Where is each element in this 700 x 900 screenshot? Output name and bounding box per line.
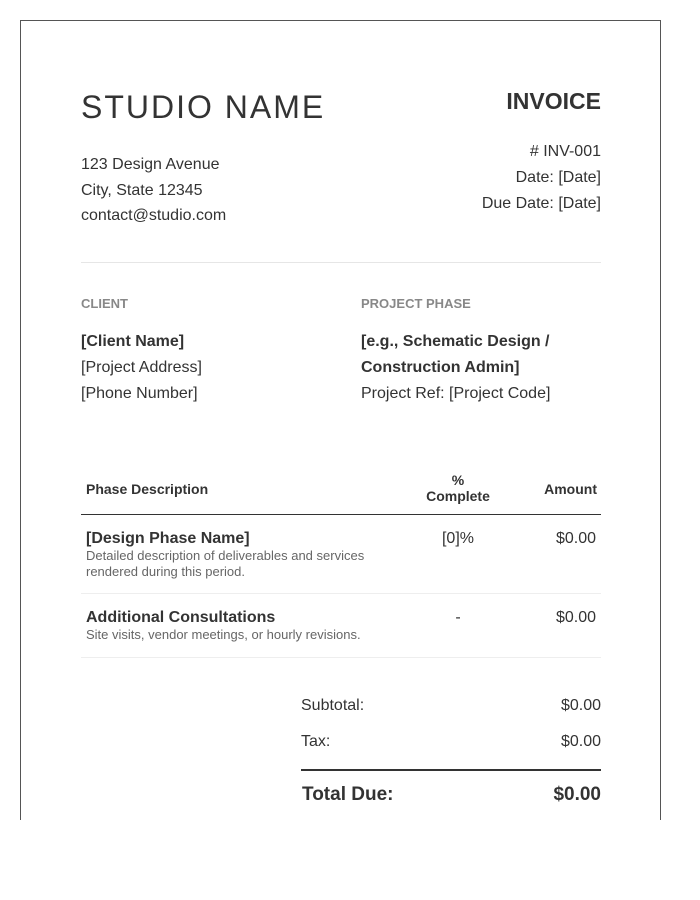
project-phase-label: PROJECT PHASE xyxy=(361,296,471,311)
total-due-label: Total Due: xyxy=(302,784,394,805)
invoice-page xyxy=(20,20,661,820)
project-phase-info xyxy=(361,329,550,407)
invoice-number: # INV-001 xyxy=(529,143,601,160)
client-info xyxy=(81,329,202,407)
row-1-rule xyxy=(81,593,601,594)
header-amount: Amount xyxy=(544,481,597,497)
row-2-name: Additional Consultations xyxy=(86,609,276,626)
table-header-rule xyxy=(81,514,601,515)
client-label: CLIENT xyxy=(81,296,128,311)
row-2-percent: - xyxy=(455,609,461,626)
total-rule xyxy=(301,769,601,771)
client-name: [Client Name] xyxy=(81,333,185,350)
studio-email: contact@studio.com xyxy=(81,207,227,225)
row-2-amount: $0.00 xyxy=(555,609,596,626)
studio-address-line1: 123 Design Avenue xyxy=(81,156,220,173)
client-address: [Project Address] xyxy=(81,359,202,376)
header-divider xyxy=(81,262,601,263)
studio-address xyxy=(81,152,226,229)
header-phase-description: Phase Description xyxy=(86,481,209,497)
header-complete-label: Complete xyxy=(426,488,490,504)
studio-name: STUDIO NAME xyxy=(81,89,326,125)
total-due-value: $0.00 xyxy=(553,784,601,805)
invoice-due-date: Due Date: [Date] xyxy=(481,195,601,212)
project-reference: Project Ref: [Project Code] xyxy=(361,385,551,402)
studio-address-line2: City, State 12345 xyxy=(81,181,203,199)
row-1-percent: [0]% xyxy=(441,530,474,547)
header-percent-complete xyxy=(408,472,508,504)
invoice-date: Date: [Date] xyxy=(515,169,601,186)
project-phase-line2: Construction Admin] xyxy=(361,359,520,376)
header-percent-symbol: % xyxy=(451,472,465,488)
client-phone: [Phone Number] xyxy=(81,385,198,402)
project-phase-line1: [e.g., Schematic Design / xyxy=(361,333,550,350)
subtotal-label: Subtotal: xyxy=(301,697,365,714)
subtotal-value: $0.00 xyxy=(560,697,601,714)
invoice-title: INVOICE xyxy=(506,88,601,114)
row-1-description: Detailed description of deliverables and services rendered during this period. xyxy=(86,548,365,579)
row-2-description: Site visits, vendor meetings, or hourly revisions. xyxy=(86,627,361,642)
tax-value: $0.00 xyxy=(560,733,601,750)
row-2-rule xyxy=(81,657,601,658)
tax-label: Tax: xyxy=(301,733,331,750)
row-1-name: [Design Phase Name] xyxy=(86,530,250,547)
row-1-amount: $0.00 xyxy=(555,530,596,547)
invoice-meta xyxy=(482,139,601,217)
